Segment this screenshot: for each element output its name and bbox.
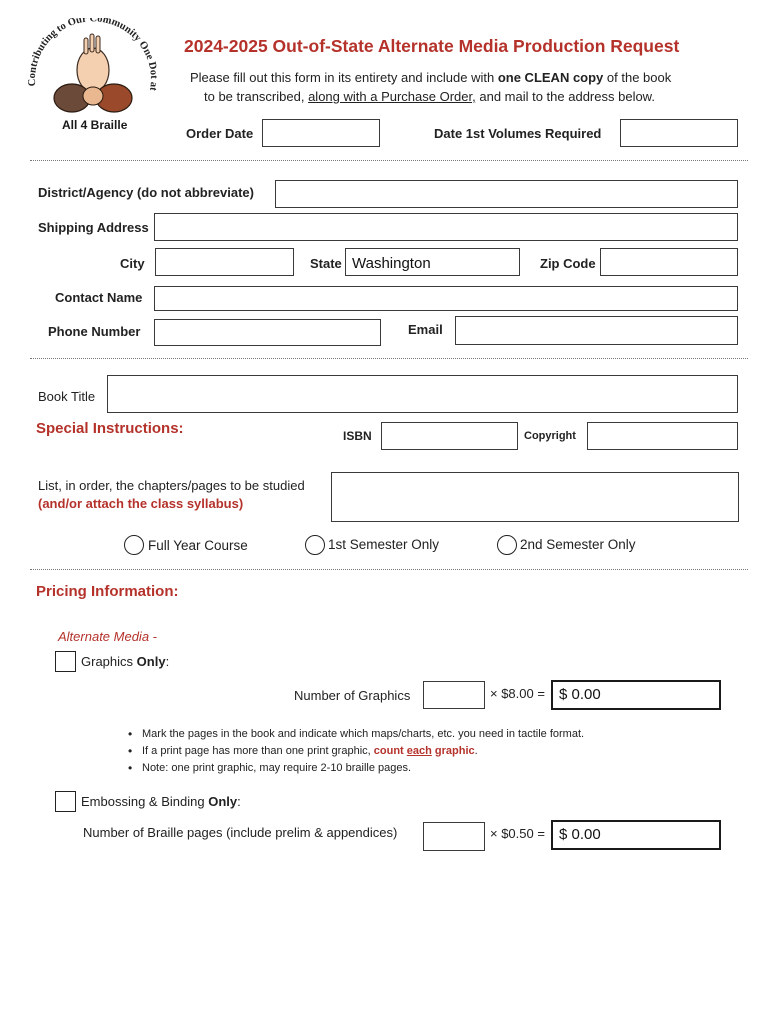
chapters-value xyxy=(332,470,344,493)
full-year-radio[interactable] xyxy=(124,535,144,555)
contact-name-label: Contact Name xyxy=(55,290,143,305)
phone-field[interactable] xyxy=(154,319,381,346)
intro-text-bold: one CLEAN copy xyxy=(497,70,604,85)
book-title-label: Book Title xyxy=(38,389,96,404)
graphic-text: graphic xyxy=(434,745,475,757)
isbn-value xyxy=(382,420,394,443)
num-graphics-label: Number of Graphics xyxy=(294,688,411,703)
bullet-end: . xyxy=(474,745,478,757)
second-semester-radio[interactable] xyxy=(497,535,517,555)
intro-text-c: to be transcribed, xyxy=(204,89,305,104)
shipping-address-field[interactable] xyxy=(154,213,738,241)
intro-text-underlined: along with a Purchase Order, xyxy=(308,89,476,104)
order-date-value xyxy=(263,117,275,140)
district-label: District/Agency (do not abbreviate) xyxy=(38,185,254,200)
phone-value xyxy=(155,317,167,340)
divider xyxy=(30,569,748,570)
date-required-field[interactable] xyxy=(620,119,738,147)
graphics-rate: × $8.00 = xyxy=(490,686,545,701)
state-value: Washington xyxy=(352,255,431,272)
date-required-label: Date 1st Volumes Required xyxy=(434,126,602,141)
graphics-total-value: $ 0.00 xyxy=(559,686,601,703)
braille-pages-field[interactable] xyxy=(423,822,485,851)
email-field[interactable] xyxy=(455,316,738,345)
graphics-only-text: Only xyxy=(136,654,166,669)
zip-field[interactable] xyxy=(600,248,738,276)
copyright-value xyxy=(588,420,600,443)
graphics-total-field[interactable] xyxy=(551,680,721,710)
contact-name-value xyxy=(155,284,167,307)
braille-total-value: $ 0.00 xyxy=(559,826,601,843)
second-semester-label: 2nd Semester Only xyxy=(520,537,636,552)
count-text: count xyxy=(373,745,404,757)
phone-label: Phone Number xyxy=(48,324,141,339)
graphics-text: Graphics xyxy=(81,654,134,669)
first-semester-radio[interactable] xyxy=(305,535,325,555)
intro-text-d: and mail to the address below. xyxy=(479,89,655,104)
zip-label: Zip Code xyxy=(540,256,596,271)
embossing-text: Embossing & Binding xyxy=(81,794,205,809)
district-field[interactable] xyxy=(275,180,738,208)
divider xyxy=(30,358,748,359)
email-value xyxy=(456,314,468,337)
num-graphics-field[interactable] xyxy=(423,681,485,709)
bullet-text: If a print page has more than one print graphic, xyxy=(142,745,371,757)
list-item: • Note: one print graphic, may require 2-10 braille pages. xyxy=(124,760,584,777)
graphics-colon: : xyxy=(165,654,170,669)
embossing-label xyxy=(81,794,241,809)
list-item: • Mark the pages in the book and indicate which maps/charts, etc. you need in tactile format. xyxy=(124,726,584,743)
book-title-value xyxy=(108,373,120,396)
isbn-label: ISBN xyxy=(343,429,372,443)
num-graphics-value xyxy=(424,679,436,702)
intro-text-b: of the book xyxy=(606,70,672,85)
chapters-sublabel: (and/or attach the class syllabus) xyxy=(38,496,244,511)
braille-total-field[interactable] xyxy=(551,820,721,850)
logo xyxy=(22,18,164,138)
page-title: 2024-2025 Out-of-State Alternate Media Production Request xyxy=(184,36,680,56)
intro-line-2 xyxy=(204,89,655,104)
logo-text: All 4 Braille xyxy=(62,118,128,132)
zip-value xyxy=(601,246,613,269)
shipping-value xyxy=(155,211,167,234)
special-instructions-heading: Special Instructions: xyxy=(36,420,184,437)
isbn-field[interactable] xyxy=(381,422,518,450)
braille-pages-value xyxy=(424,820,436,843)
list-item xyxy=(124,743,584,760)
chapters-field[interactable] xyxy=(331,472,739,522)
shipping-label: Shipping Address xyxy=(38,220,149,235)
alternate-media-subheading: Alternate Media - xyxy=(58,629,157,644)
graphics-label xyxy=(81,654,169,669)
copyright-label: Copyright xyxy=(524,430,576,442)
state-label: State xyxy=(310,256,342,271)
each-text: each xyxy=(406,745,432,757)
full-year-label: Full Year Course xyxy=(148,538,248,553)
city-value xyxy=(156,246,168,269)
intro-line-1 xyxy=(190,70,671,85)
city-field[interactable] xyxy=(155,248,294,276)
copyright-field[interactable] xyxy=(587,422,738,450)
order-date-label: Order Date xyxy=(186,126,254,141)
date-required-value xyxy=(621,117,633,140)
braille-pages-label: Number of Braille pages (include prelim & appendices) xyxy=(83,825,398,840)
braille-rate: × $0.50 = xyxy=(490,826,545,841)
graphics-checkbox[interactable] xyxy=(55,651,76,672)
district-value xyxy=(276,178,288,201)
order-date-field[interactable] xyxy=(262,119,380,147)
book-title-field[interactable] xyxy=(107,375,738,413)
contact-name-field[interactable] xyxy=(154,286,738,311)
chapters-label: List, in order, the chapters/pages to be studied xyxy=(38,478,305,493)
city-label: City xyxy=(120,256,145,271)
pricing-heading: Pricing Information: xyxy=(36,583,179,600)
embossing-only-text: Only xyxy=(208,794,238,809)
email-label: Email xyxy=(408,322,443,337)
intro-text-a: Please fill out this form in its entirety and include with xyxy=(190,70,495,85)
embossing-colon: : xyxy=(237,794,241,809)
logo-arc-text: Contributing to Our Community One Dot at xyxy=(26,18,160,92)
graphics-notes xyxy=(124,726,584,777)
state-field[interactable] xyxy=(345,248,520,276)
divider xyxy=(30,160,748,161)
first-semester-label: 1st Semester Only xyxy=(328,537,440,552)
embossing-checkbox[interactable] xyxy=(55,791,76,812)
